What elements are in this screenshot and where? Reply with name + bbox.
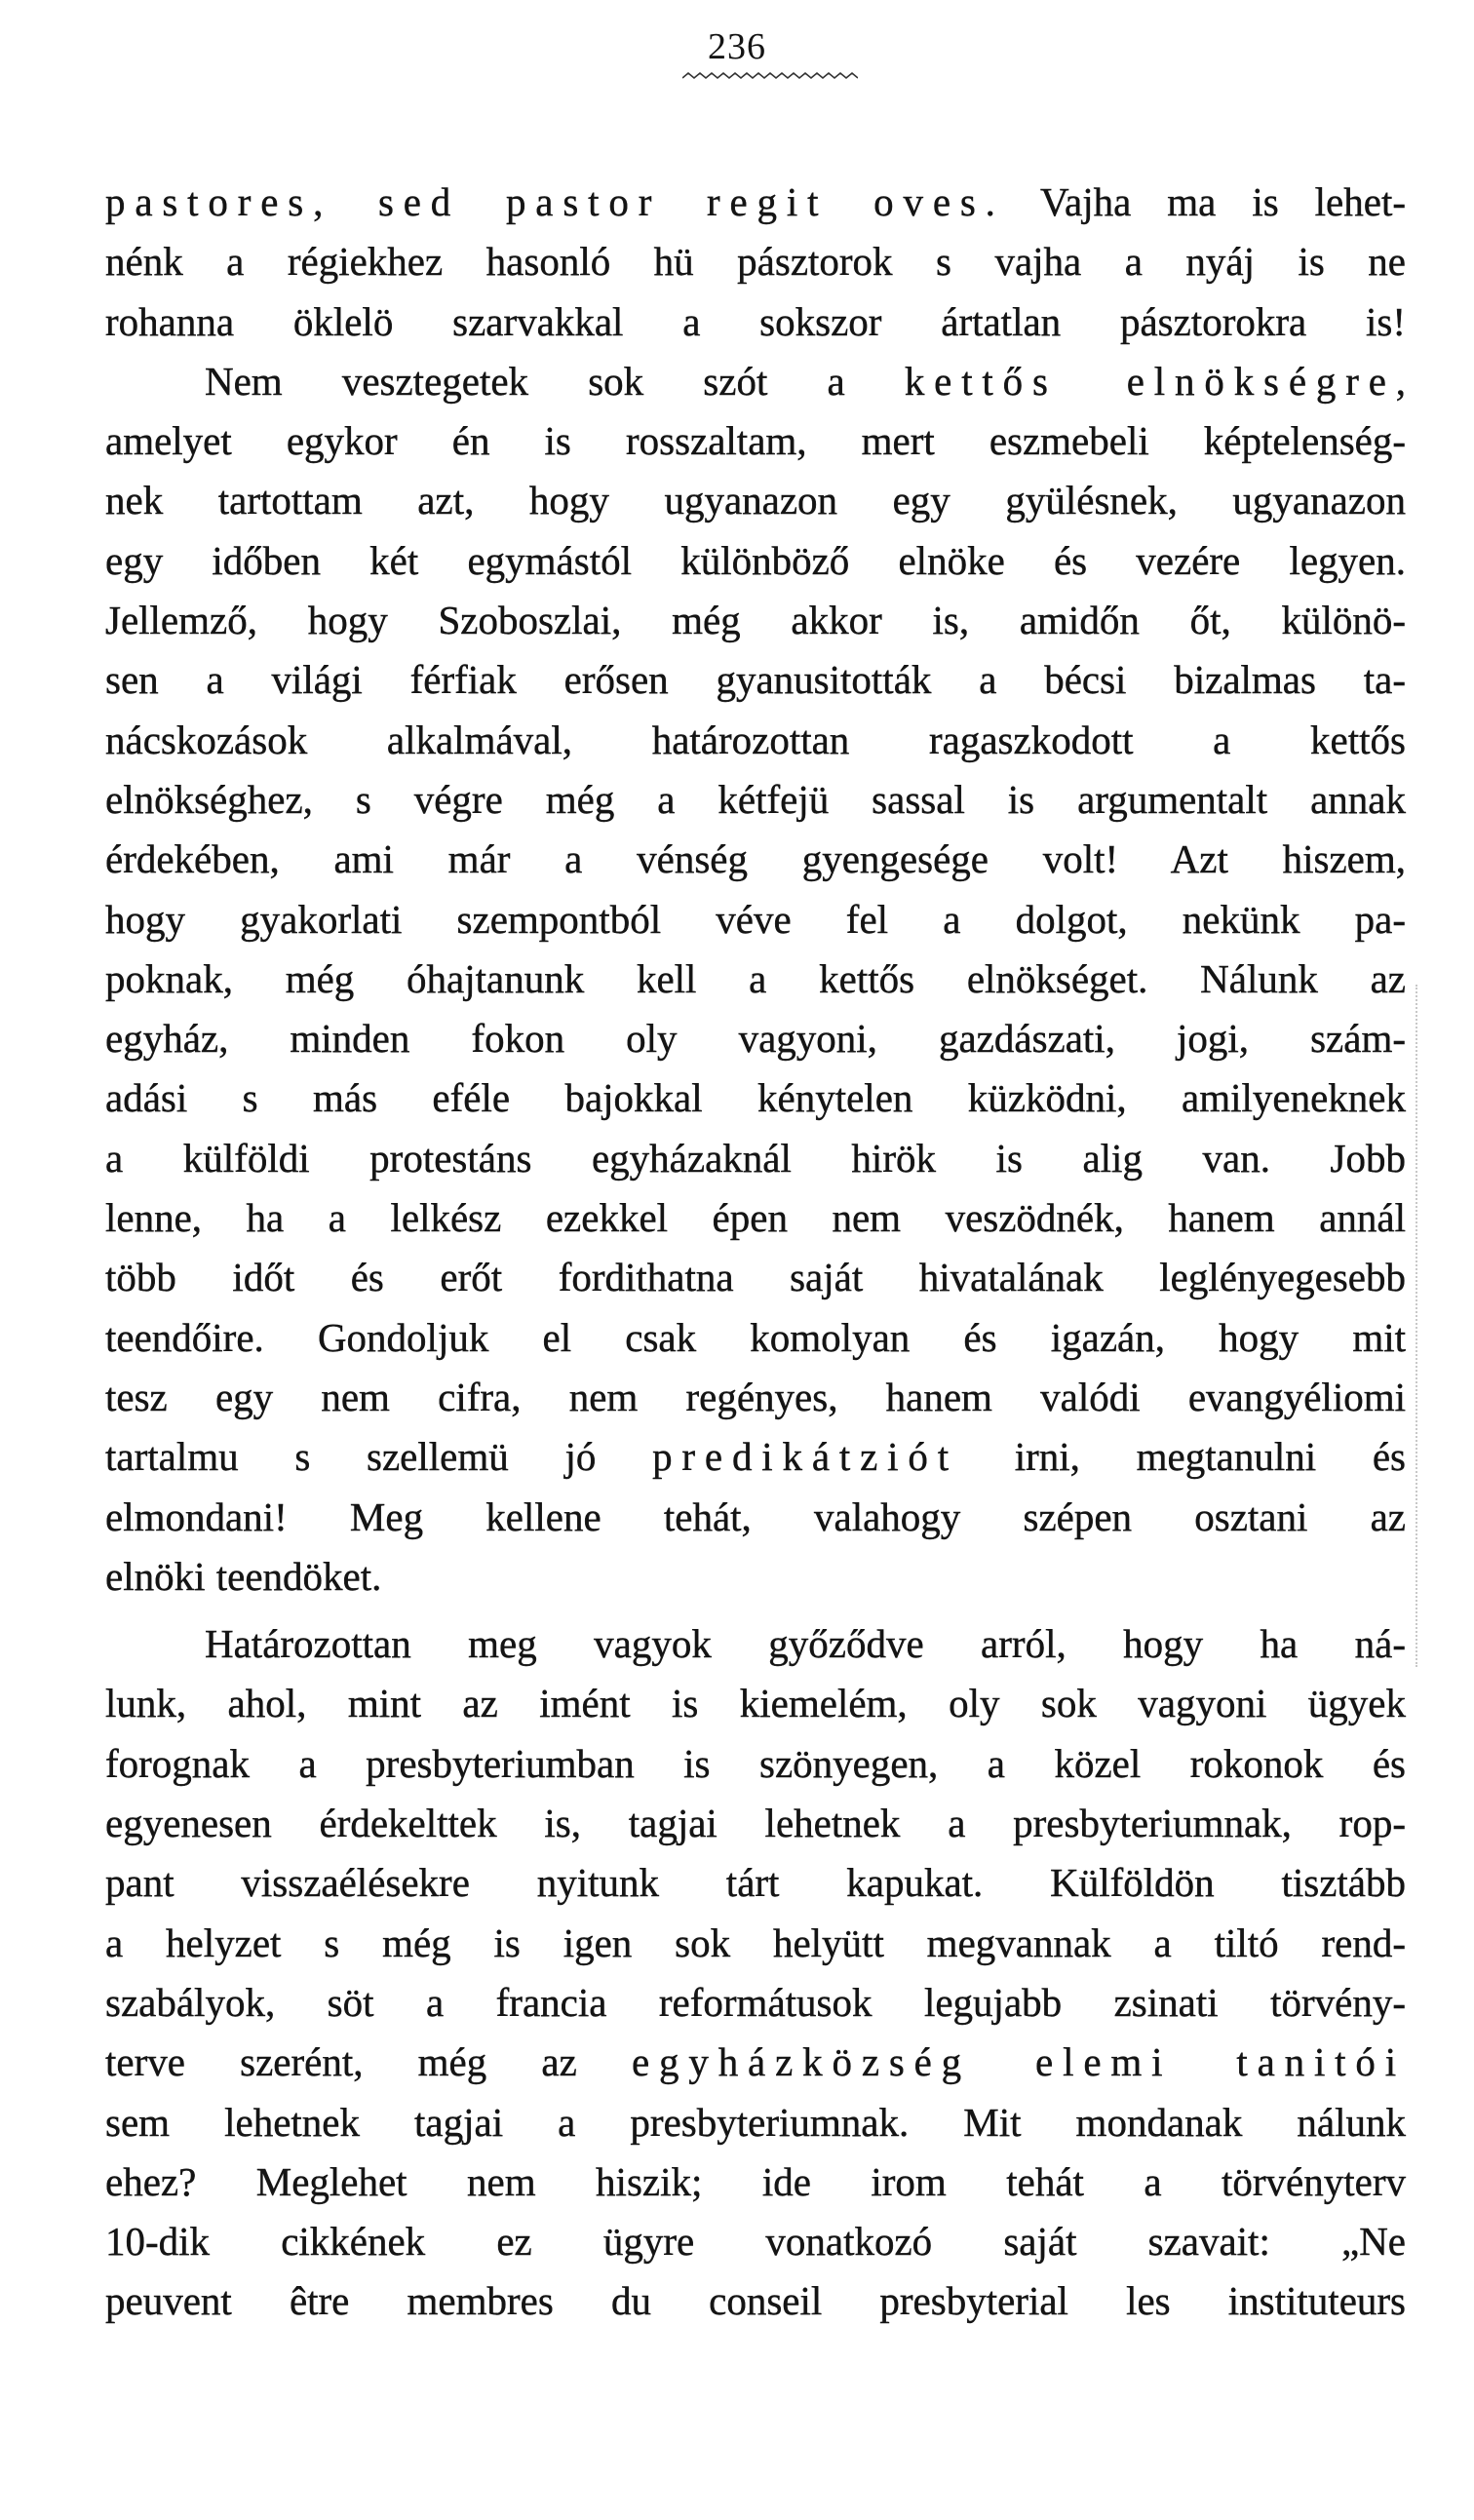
text-segment: elnöki teendöket. — [105, 1553, 382, 1599]
text-line — [105, 2093, 1406, 2152]
text-segment: érdekében, ami már a vénség gyengesége volt! Azt hiszem, — [105, 836, 1406, 882]
text-segment: sem lehetnek tagjai a presbyteriumnak. Mit mondanak nálunk — [105, 2099, 1406, 2145]
text-segment: Nem vesztegetek sok szót a — [205, 358, 905, 404]
text-line — [105, 1674, 1406, 1733]
text-segment: poknak, még óhajtanunk kell a kettős elnökséget. Nálunk az — [105, 955, 1406, 1001]
text-segment: lunk, ahol, mint az imént is kiemelém, oly sok vagyoni ügyek — [105, 1681, 1406, 1726]
text-segment: rohanna öklelö szarvakkal a sokszor ártatlan pásztorokra is! — [105, 298, 1406, 344]
text-line — [105, 2033, 1406, 2092]
text-segment: irni, megtanulni és — [958, 1434, 1406, 1480]
text-line — [105, 1734, 1406, 1794]
text-line — [105, 1129, 1406, 1188]
emphasized-text: kettős elnökségre — [904, 358, 1396, 404]
text-segment: elnökséghez, s végre még a kétfejü sassal is argumentalt annak — [105, 776, 1406, 822]
text-line — [105, 1488, 1406, 1547]
page-number: 236 — [708, 26, 766, 67]
text-segment: Vajha ma is lehet- — [1004, 179, 1406, 224]
paragraph — [105, 173, 1406, 352]
emphasized-text: egyházközség elemi tanitói — [632, 2039, 1406, 2085]
text-segment: Jellemző, hogy Szoboszlai, még akkor is, amidőn őt, különö- — [105, 598, 1406, 643]
text-line — [105, 1794, 1406, 1853]
text-segment: lenne, ha a lelkész ezekkel épen nem veszödnék, hanem annál — [105, 1195, 1406, 1241]
text-line — [105, 711, 1406, 770]
text-segment: a külföldi protestáns egyházaknál hirök is alig van. Jobb — [105, 1135, 1406, 1181]
text-segment: Határozottan meg vagyok győződve arról, hogy ha ná- — [205, 1621, 1406, 1667]
text-line — [105, 1368, 1406, 1427]
text-line — [105, 650, 1406, 710]
paragraph — [105, 1614, 1406, 2332]
text-line — [105, 292, 1406, 352]
text-segment: 10-dik cikkének ez ügyre vonatkozó saját szavait: „Ne — [105, 2219, 1406, 2265]
text-line — [105, 1308, 1406, 1368]
text-segment: elmondani! Meg kellene tehát, valahogy szépen osztani az — [105, 1493, 1406, 1539]
text-line — [105, 1188, 1406, 1248]
wavy-rule-ornament — [682, 70, 858, 86]
text-segment: sen a világi férfiak erősen gyanusitották a bécsi bizalmas ta- — [105, 657, 1406, 703]
text-line — [105, 1248, 1406, 1307]
text-segment: több időt és erőt fordithatna saját hivatalának leglényegesebb — [105, 1255, 1406, 1300]
text-segment: egyenesen érdekelttek is, tagjai lehetnek a presbyteriumnak, rop- — [105, 1801, 1406, 1846]
text-line — [105, 1973, 1406, 2033]
text-segment: a helyzet s még is igen sok helyütt megvannak a tiltó rend- — [105, 1919, 1406, 1965]
text-segment: nek tartottam azt, hogy ugyanazon egy gyülésnek, ugyanazon — [105, 478, 1406, 523]
text-segment: peuvent être membres du conseil presbyterial les instituteurs — [105, 2278, 1406, 2324]
text-line — [105, 1853, 1406, 1913]
text-line — [105, 890, 1406, 950]
text-line — [105, 1009, 1406, 1068]
body-text — [105, 173, 1406, 2332]
text-segment: tartalmu s szellemü jó — [105, 1434, 653, 1480]
text-segment: egyház, minden fokon oly vagyoni, gazdászati, jogi, szám- — [105, 1016, 1406, 1062]
text-line — [105, 1427, 1406, 1487]
text-line — [105, 2212, 1406, 2271]
text-line — [105, 1614, 1406, 1674]
text-line — [105, 471, 1406, 530]
text-segment: amelyet egykor én is rosszaltam, mert eszmebeli képtelenség- — [105, 418, 1406, 464]
text-line — [105, 591, 1406, 650]
emphasized-text: pastores, sed pastor regit oves. — [105, 179, 1005, 224]
text-line — [105, 2152, 1406, 2212]
text-line — [105, 1068, 1406, 1128]
text-line — [105, 2271, 1406, 2331]
text-line — [105, 1914, 1406, 1973]
text-segment: adási s más eféle bajokkal kénytelen küzködni, amilyeneknek — [105, 1075, 1406, 1121]
text-segment: pant visszaélésekre nyitunk tárt kapukat. Külföldön tisztább — [105, 1860, 1406, 1906]
text-segment: forognak a presbyteriumban is szönyegen, a közel rokonok és — [105, 1740, 1406, 1786]
text-line — [105, 1547, 1406, 1607]
text-line — [105, 531, 1406, 591]
text-segment: terve szerént, még az — [105, 2039, 632, 2085]
text-segment: szabályok, söt a francia reformátusok legujabb zsinati törvény- — [105, 1979, 1406, 2025]
paragraph — [105, 352, 1406, 1607]
text-segment: nácskozások alkalmával, határozottan ragaszkodott a kettős — [105, 717, 1406, 762]
text-segment: teendőire. Gondoljuk el csak komolyan és igazán, hogy mit — [105, 1314, 1406, 1360]
text-segment: , — [1395, 358, 1407, 404]
text-segment: tesz egy nem cifra, nem regényes, hanem valódi evangyéliomi — [105, 1374, 1406, 1419]
text-line — [105, 950, 1406, 1009]
emphasized-text: predikátziót — [652, 1434, 958, 1480]
text-line — [105, 411, 1406, 471]
text-segment: nénk a régiekhez hasonló hü pásztorok s vajha a nyáj is ne — [105, 239, 1406, 285]
text-segment: ehez? Meglehet nem hiszik; ide irom tehát a törvényterv — [105, 2158, 1406, 2204]
text-segment: hogy gyakorlati szempontból véve fel a dolgot, nekünk pa- — [105, 896, 1406, 942]
text-line — [105, 830, 1406, 889]
text-line — [105, 232, 1406, 291]
scan-edge — [1416, 985, 1417, 1667]
text-line — [105, 352, 1406, 411]
text-line — [105, 770, 1406, 830]
text-segment: egy időben két egymástól különböző elnöke és vezére legyen. — [105, 537, 1406, 583]
text-line — [105, 173, 1406, 232]
